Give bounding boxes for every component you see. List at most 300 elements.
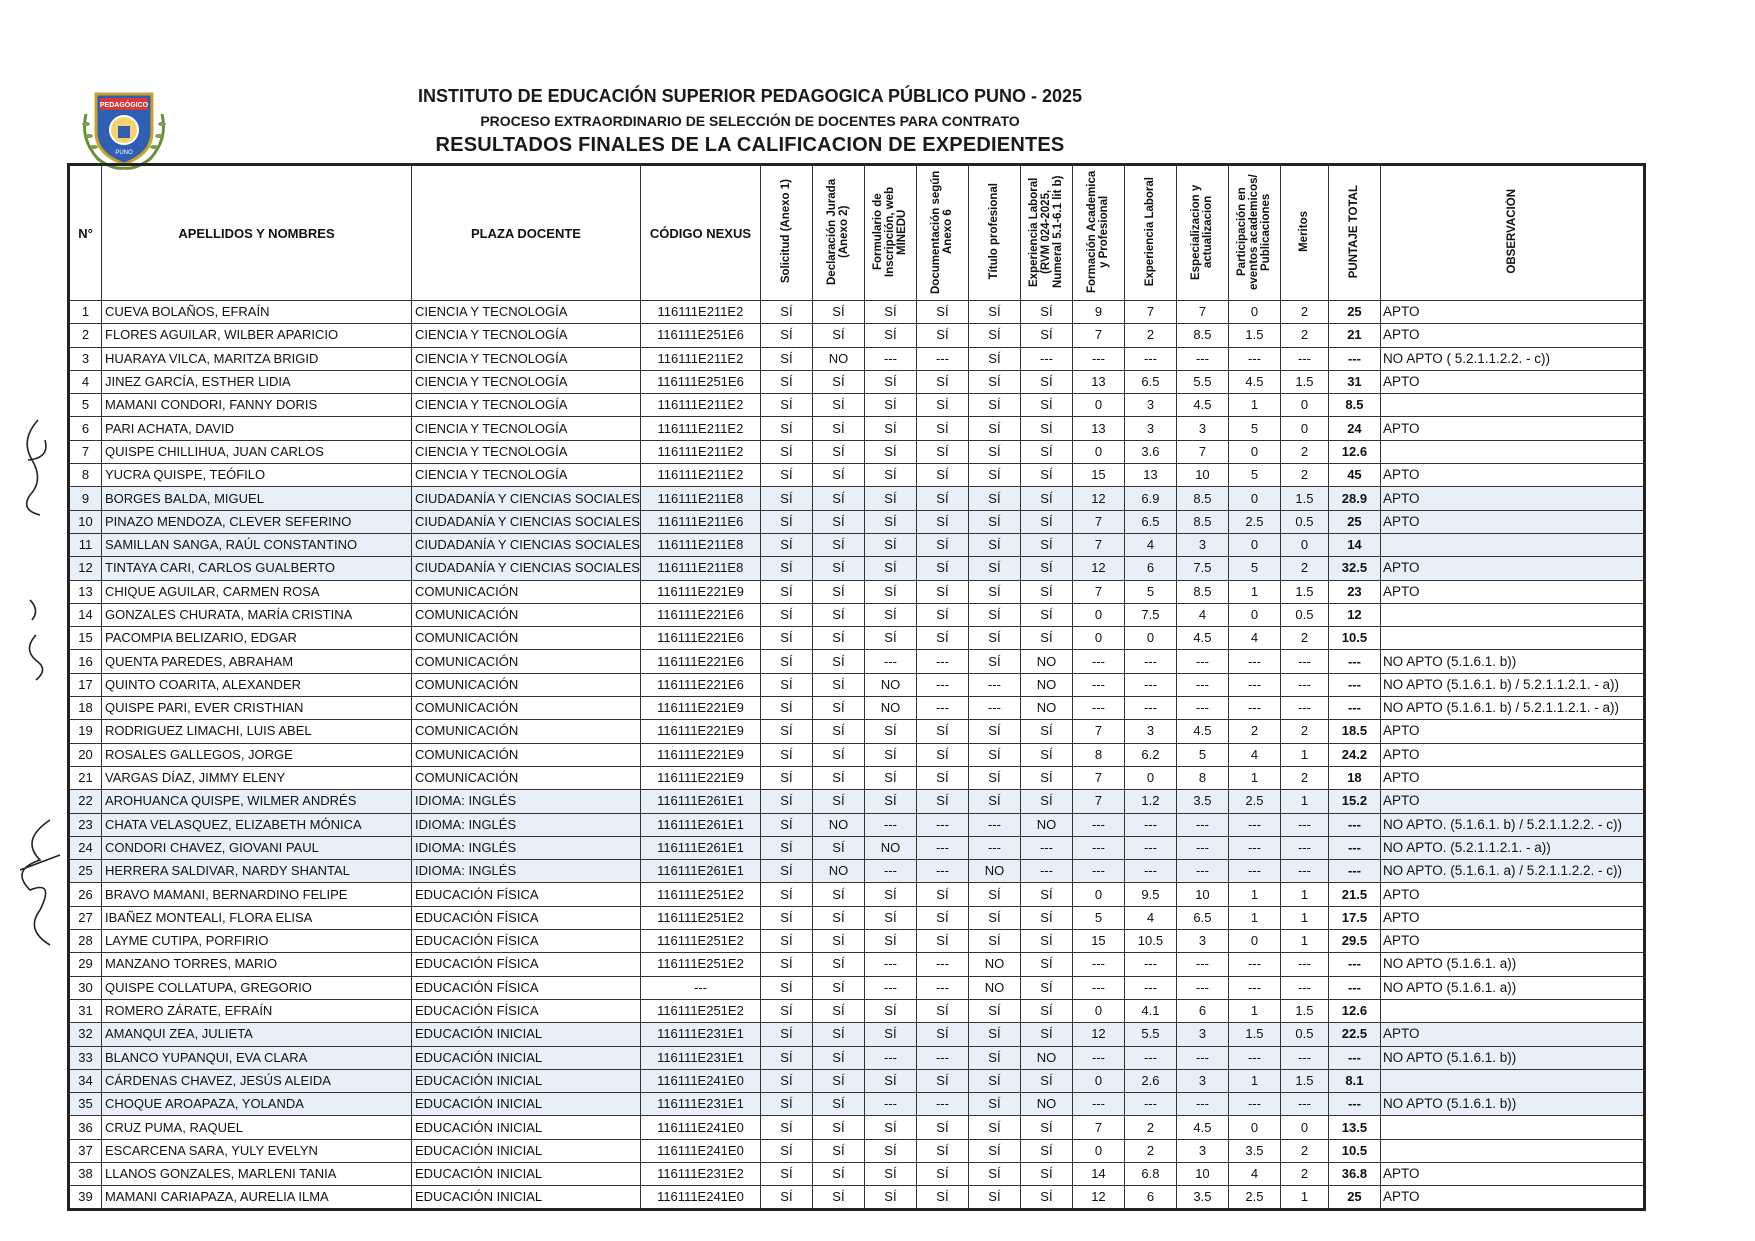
table-cell: 2.5: [1228, 790, 1280, 813]
table-cell: 6.5: [1124, 370, 1176, 393]
table-cell: 4.1: [1124, 999, 1176, 1022]
table-cell: SÍ: [1020, 790, 1072, 813]
table-cell: 18.5: [1328, 720, 1380, 743]
table-cell: SÍ: [968, 440, 1020, 463]
table-cell: SÍ: [760, 1162, 812, 1185]
table-cell: APTO: [1380, 580, 1644, 603]
table-cell: 3.5: [1176, 790, 1228, 813]
table-cell: ---: [916, 650, 968, 673]
table-cell: 12: [1072, 1023, 1124, 1046]
table-row: [69, 417, 1645, 440]
table-cell: SÍ: [916, 533, 968, 556]
table-cell: 1: [1280, 906, 1328, 929]
table-cell: 116111E221E9: [640, 766, 760, 789]
table-cell: SÍ: [968, 930, 1020, 953]
table-cell: ---: [1124, 1093, 1176, 1116]
table-cell: 6.5: [1176, 906, 1228, 929]
table-cell: CIENCIA Y TECNOLOGÍA: [412, 464, 641, 487]
table-cell: SÍ: [812, 394, 864, 417]
table-cell: SÍ: [1020, 766, 1072, 789]
table-cell: 4.5: [1176, 720, 1228, 743]
table-cell: 7: [69, 440, 102, 463]
table-cell: ---: [1072, 860, 1124, 883]
column-header: [968, 165, 1020, 301]
table-cell: 35: [69, 1093, 102, 1116]
table-cell: JINEZ GARCÍA, ESTHER LIDIA: [102, 370, 412, 393]
table-cell: SÍ: [760, 650, 812, 673]
table-row: [69, 953, 1645, 976]
table-cell: 15: [1072, 464, 1124, 487]
table-cell: 116111E251E2: [640, 953, 760, 976]
table-cell: 3: [69, 347, 102, 370]
table-cell: 12.6: [1328, 440, 1380, 463]
document-title: INSTITUTO DE EDUCACIÓN SUPERIOR PEDAGOGICA PÚBLICO PUNO - 2025: [417, 86, 1083, 106]
table-cell: COMUNICACIÓN: [412, 580, 641, 603]
table-cell: 24: [1328, 417, 1380, 440]
table-cell: SÍ: [760, 301, 812, 324]
table-cell: SÍ: [916, 790, 968, 813]
column-header-label: Solicitud (Anexo 1): [780, 179, 793, 284]
table-cell: 116111E251E6: [640, 324, 760, 347]
table-cell: 3: [1124, 417, 1176, 440]
table-cell: 3.5: [1228, 1139, 1280, 1162]
table-cell: ---: [1072, 697, 1124, 720]
table-cell: MAMANI CARIAPAZA, AURELIA ILMA: [102, 1186, 412, 1210]
table-cell: SÍ: [968, 394, 1020, 417]
table-cell: 4.5: [1176, 1116, 1228, 1139]
table-cell: SÍ: [864, 1162, 916, 1185]
table-cell: 3: [1176, 417, 1228, 440]
table-cell: 17.5: [1328, 906, 1380, 929]
table-cell: SÍ: [1020, 603, 1072, 626]
table-cell: 3: [1176, 1023, 1228, 1046]
table-cell: SÍ: [916, 440, 968, 463]
table-cell: SÍ: [864, 1023, 916, 1046]
svg-text:PUNO: PUNO: [115, 150, 133, 156]
document-subtitle: PROCESO EXTRAORDINARIO DE SELECCIÓN DE DOCENTES PARA CONTRATO: [480, 113, 1020, 129]
table-cell: SÍ: [916, 370, 968, 393]
table-cell: SÍ: [1020, 533, 1072, 556]
table-cell: 116111E211E8: [640, 533, 760, 556]
table-row: [69, 440, 1645, 463]
table-cell: EDUCACIÓN INICIAL: [412, 1069, 641, 1092]
table-row: [69, 999, 1645, 1022]
document-heading: RESULTADOS FINALES DE LA CALIFICACION DE EXPEDIENTES: [435, 134, 1065, 156]
table-cell: 6: [1124, 557, 1176, 580]
table-cell: BLANCO YUPANQUI, EVA CLARA: [102, 1046, 412, 1069]
table-cell: 7: [1072, 720, 1124, 743]
table-cell: 9: [1072, 301, 1124, 324]
table-cell: 116111E211E8: [640, 557, 760, 580]
table-cell: 116111E251E2: [640, 999, 760, 1022]
table-cell: 1.5: [1280, 370, 1328, 393]
column-header-label: Especializacion y actualizacion: [1190, 183, 1215, 280]
column-header: [916, 165, 968, 301]
table-cell: 116111E211E6: [640, 510, 760, 533]
table-cell: 14: [1072, 1162, 1124, 1185]
table-cell: HUARAYA VILCA, MARITZA BRIGID: [102, 347, 412, 370]
table-cell: 116111E241E0: [640, 1186, 760, 1210]
table-cell: LAYME CUTIPA, PORFIRIO: [102, 930, 412, 953]
table-cell: 12: [69, 557, 102, 580]
column-header-label: CÓDIGO NEXUS: [649, 225, 751, 241]
table-cell: SÍ: [864, 394, 916, 417]
table-cell: ---: [1328, 697, 1380, 720]
table-cell: 116111E221E9: [640, 580, 760, 603]
table-cell: ---: [1228, 860, 1280, 883]
column-header: [1124, 165, 1176, 301]
table-cell: 1: [69, 301, 102, 324]
table-cell: 1: [1228, 766, 1280, 789]
table-cell: ---: [1124, 836, 1176, 859]
table-cell: 1: [1228, 580, 1280, 603]
table-cell: IBAÑEZ MONTEALI, FLORA ELISA: [102, 906, 412, 929]
table-cell: NO APTO (5.1.6.1. b) / 5.2.1.1.2.1. - a)): [1380, 673, 1644, 696]
table-cell: 7: [1072, 580, 1124, 603]
table-row: [69, 603, 1645, 626]
table-cell: SÍ: [968, 1046, 1020, 1069]
table-cell: SÍ: [864, 743, 916, 766]
table-cell: SÍ: [968, 906, 1020, 929]
table-cell: 116111E211E2: [640, 464, 760, 487]
table-cell: ---: [864, 976, 916, 999]
table-row: [69, 930, 1645, 953]
table-cell: SÍ: [1020, 510, 1072, 533]
table-cell: SÍ: [812, 766, 864, 789]
table-cell: SÍ: [1020, 464, 1072, 487]
table-cell: 2: [1280, 464, 1328, 487]
table-cell: 28.9: [1328, 487, 1380, 510]
table-cell: SÍ: [1020, 976, 1072, 999]
table-cell: ---: [1124, 953, 1176, 976]
table-cell: NO APTO ( 5.2.1.1.2.2. - c)): [1380, 347, 1644, 370]
table-cell: ---: [1228, 813, 1280, 836]
table-cell: NO APTO (5.1.6.1. b)): [1380, 650, 1644, 673]
table-cell: ---: [1124, 813, 1176, 836]
column-header: [1280, 165, 1328, 301]
table-cell: CUEVA BOLAÑOS, EFRAÍN: [102, 301, 412, 324]
table-cell: 5.5: [1124, 1023, 1176, 1046]
table-cell: ---: [1280, 813, 1328, 836]
table-cell: SÍ: [812, 673, 864, 696]
table-cell: 12.6: [1328, 999, 1380, 1022]
table-cell: ---: [1328, 347, 1380, 370]
table-cell: 116111E221E6: [640, 650, 760, 673]
table-row: [69, 673, 1645, 696]
table-cell: CIENCIA Y TECNOLOGÍA: [412, 394, 641, 417]
table-cell: SÍ: [864, 930, 916, 953]
table-cell: SÍ: [864, 627, 916, 650]
table-cell: ---: [1072, 1093, 1124, 1116]
table-cell: 38: [69, 1162, 102, 1185]
table-cell: SÍ: [864, 720, 916, 743]
table-cell: 7: [1072, 790, 1124, 813]
table-cell: HERRERA SALDIVAR, NARDY SHANTAL: [102, 860, 412, 883]
table-cell: SÍ: [968, 790, 1020, 813]
table-cell: 8.1: [1328, 1069, 1380, 1092]
table-cell: 4: [1228, 627, 1280, 650]
table-cell: 6: [1176, 999, 1228, 1022]
table-cell: SÍ: [760, 557, 812, 580]
table-cell: SÍ: [916, 743, 968, 766]
table-cell: ---: [864, 813, 916, 836]
table-cell: QUISPE PARI, EVER CRISTHIAN: [102, 697, 412, 720]
table-cell: EDUCACIÓN INICIAL: [412, 1162, 641, 1185]
table-row: [69, 883, 1645, 906]
table-cell: SÍ: [812, 301, 864, 324]
table-cell: SÍ: [864, 790, 916, 813]
table-cell: 10.5: [1328, 627, 1380, 650]
table-cell: 34: [69, 1069, 102, 1092]
table-cell: SÍ: [760, 930, 812, 953]
table-cell: SÍ: [1020, 1162, 1072, 1185]
column-header-label: PUNTAJE TOTAL: [1348, 184, 1361, 279]
table-cell: ---: [1176, 860, 1228, 883]
table-cell: SÍ: [760, 1139, 812, 1162]
table-cell: 3: [1176, 1069, 1228, 1092]
table-cell: ---: [1328, 1046, 1380, 1069]
table-cell: 116111E241E0: [640, 1069, 760, 1092]
table-cell: 116111E241E0: [640, 1116, 760, 1139]
table-cell: SÍ: [760, 836, 812, 859]
table-cell: SÍ: [760, 1093, 812, 1116]
table-cell: 5.5: [1176, 370, 1228, 393]
table-cell: 2: [69, 324, 102, 347]
table-cell: SÍ: [760, 510, 812, 533]
table-cell: ---: [864, 953, 916, 976]
table-cell: 2: [1124, 1139, 1176, 1162]
table-cell: NO APTO (5.1.6.1. b)): [1380, 1093, 1644, 1116]
table-cell: 29.5: [1328, 930, 1380, 953]
table-cell: 10: [1176, 1162, 1228, 1185]
table-cell: 116111E221E9: [640, 720, 760, 743]
table-cell: APTO: [1380, 883, 1644, 906]
table-cell: 4: [1124, 533, 1176, 556]
table-cell: 18: [69, 697, 102, 720]
table-cell: NO APTO (5.1.6.1. a)): [1380, 953, 1644, 976]
table-cell: SÍ: [760, 976, 812, 999]
table-cell: 25: [69, 860, 102, 883]
table-cell: 0: [1280, 533, 1328, 556]
column-header-label: Declaración Jurada (Anexo 2): [826, 178, 851, 285]
table-cell: 5: [1228, 557, 1280, 580]
table-cell: AROHUANCA QUISPE, WILMER ANDRÉS: [102, 790, 412, 813]
table-cell: SÍ: [864, 417, 916, 440]
table-cell: SÍ: [916, 930, 968, 953]
table-cell: SÍ: [1020, 417, 1072, 440]
table-cell: 17: [69, 673, 102, 696]
table-cell: APTO: [1380, 370, 1644, 393]
table-cell: 0.5: [1280, 603, 1328, 626]
table-cell: 13: [1072, 370, 1124, 393]
table-cell: 116111E231E2: [640, 1162, 760, 1185]
table-cell: GONZALES CHURATA, MARÍA CRISTINA: [102, 603, 412, 626]
table-cell: ---: [1280, 673, 1328, 696]
table-cell: [1380, 394, 1644, 417]
table-cell: APTO: [1380, 1186, 1644, 1210]
column-header: [1176, 165, 1228, 301]
column-header-label: APELLIDOS Y NOMBRES: [178, 225, 335, 241]
table-cell: SÍ: [812, 720, 864, 743]
table-cell: 4.5: [1176, 627, 1228, 650]
table-cell: QUENTA PAREDES, ABRAHAM: [102, 650, 412, 673]
table-row: [69, 906, 1645, 929]
table-cell: 116111E231E1: [640, 1046, 760, 1069]
table-cell: ---: [1228, 976, 1280, 999]
table-cell: PINAZO MENDOZA, CLEVER SEFERINO: [102, 510, 412, 533]
table-cell: SÍ: [760, 1069, 812, 1092]
table-cell: 36: [69, 1116, 102, 1139]
table-cell: SÍ: [968, 1023, 1020, 1046]
table-cell: SÍ: [1020, 720, 1072, 743]
table-cell: SÍ: [760, 487, 812, 510]
table-cell: SÍ: [812, 370, 864, 393]
table-cell: NO: [1020, 673, 1072, 696]
table-cell: ---: [1072, 953, 1124, 976]
column-header-label: PLAZA DOCENTE: [470, 225, 581, 241]
table-cell: SÍ: [916, 464, 968, 487]
column-header-label: Formación Academica y Profesional: [1086, 170, 1111, 293]
table-cell: SÍ: [812, 650, 864, 673]
table-cell: COMUNICACIÓN: [412, 697, 641, 720]
table-cell: ---: [1124, 860, 1176, 883]
table-cell: SÍ: [864, 1139, 916, 1162]
table-cell: 0: [1072, 1139, 1124, 1162]
table-cell: ---: [640, 976, 760, 999]
table-cell: 8.5: [1176, 324, 1228, 347]
table-cell: SÍ: [812, 324, 864, 347]
table-cell: 116111E241E0: [640, 1139, 760, 1162]
table-cell: ---: [1124, 1046, 1176, 1069]
table-cell: 21: [69, 766, 102, 789]
table-cell: SÍ: [1020, 324, 1072, 347]
table-cell: 7: [1072, 510, 1124, 533]
column-header-label: Participación en eventos academicos/ Publicaciones: [1236, 173, 1273, 290]
table-cell: 21: [1328, 324, 1380, 347]
table-cell: NO: [1020, 650, 1072, 673]
table-cell: ---: [1280, 1046, 1328, 1069]
table-cell: SÍ: [968, 1186, 1020, 1210]
table-cell: 0: [1072, 394, 1124, 417]
table-cell: ESCARCENA SARA, YULY EVELYN: [102, 1139, 412, 1162]
table-cell: 8.5: [1176, 487, 1228, 510]
column-header: [812, 165, 864, 301]
table-cell: SÍ: [916, 766, 968, 789]
column-header: [69, 165, 102, 301]
table-cell: SÍ: [760, 1046, 812, 1069]
table-cell: 7: [1072, 766, 1124, 789]
table-cell: NO: [1020, 1046, 1072, 1069]
table-cell: SÍ: [864, 487, 916, 510]
table-cell: SÍ: [1020, 580, 1072, 603]
table-cell: 10.5: [1328, 1139, 1380, 1162]
table-cell: NO: [1020, 813, 1072, 836]
table-cell: APTO: [1380, 324, 1644, 347]
table-cell: ---: [1280, 836, 1328, 859]
table-cell: 24.2: [1328, 743, 1380, 766]
table-cell: SÍ: [1020, 370, 1072, 393]
table-cell: 3: [1124, 394, 1176, 417]
table-cell: SÍ: [760, 417, 812, 440]
table-cell: SÍ: [1020, 1116, 1072, 1139]
table-cell: 30: [69, 976, 102, 999]
table-cell: SÍ: [812, 1186, 864, 1210]
table-cell: SÍ: [760, 697, 812, 720]
table-cell: PACOMPIA BELIZARIO, EDGAR: [102, 627, 412, 650]
table-cell: NO APTO. (5.1.6.1. b) / 5.2.1.1.2.2. - c)): [1380, 813, 1644, 836]
table-row: [69, 836, 1645, 859]
table-cell: ---: [1280, 953, 1328, 976]
table-cell: 24: [69, 836, 102, 859]
table-cell: 2: [1280, 627, 1328, 650]
table-cell: ---: [916, 976, 968, 999]
table-cell: MAMANI CONDORI, FANNY DORIS: [102, 394, 412, 417]
table-cell: 10: [69, 510, 102, 533]
table-cell: 6.5: [1124, 510, 1176, 533]
table-cell: SÍ: [812, 883, 864, 906]
table-cell: COMUNICACIÓN: [412, 743, 641, 766]
table-cell: SÍ: [916, 301, 968, 324]
svg-text:PEDAGÓGICO: PEDAGÓGICO: [99, 102, 149, 109]
table-cell: ---: [1280, 976, 1328, 999]
table-cell: 9: [69, 487, 102, 510]
table-cell: SÍ: [916, 394, 968, 417]
column-header-label: Experiencia Laboral (RVM 024-2025, Numeral 5.1-6.1 lit b): [1028, 175, 1065, 288]
table-cell: COMUNICACIÓN: [412, 603, 641, 626]
table-cell: SÍ: [968, 720, 1020, 743]
table-cell: ---: [1328, 860, 1380, 883]
table-row: [69, 510, 1645, 533]
table-cell: SÍ: [760, 673, 812, 696]
table-cell: 0.5: [1280, 510, 1328, 533]
table-cell: 36.8: [1328, 1162, 1380, 1185]
table-cell: SÍ: [1020, 999, 1072, 1022]
table-cell: CIENCIA Y TECNOLOGÍA: [412, 324, 641, 347]
table-cell: 2: [1280, 324, 1328, 347]
table-cell: 26: [69, 883, 102, 906]
table-cell: SÍ: [760, 720, 812, 743]
table-cell: 8: [69, 464, 102, 487]
table-cell: NO APTO (5.1.6.1. b)): [1380, 1046, 1644, 1069]
column-header-label: Formulario de Inscripción, web MINEDU: [872, 186, 909, 277]
table-cell: SÍ: [968, 301, 1020, 324]
table-cell: SÍ: [760, 743, 812, 766]
table-cell: SÍ: [812, 487, 864, 510]
table-cell: 1: [1280, 883, 1328, 906]
table-cell: 0: [1228, 930, 1280, 953]
table-cell: SÍ: [916, 906, 968, 929]
table-cell: SÍ: [916, 883, 968, 906]
table-cell: 0: [1072, 999, 1124, 1022]
table-cell: SÍ: [968, 1093, 1020, 1116]
table-cell: [1380, 1069, 1644, 1092]
table-cell: SÍ: [812, 627, 864, 650]
table-cell: SÍ: [812, 930, 864, 953]
table-cell: 7.5: [1176, 557, 1228, 580]
table-cell: EDUCACIÓN INICIAL: [412, 1046, 641, 1069]
table-cell: SÍ: [812, 417, 864, 440]
table-cell: 1: [1280, 930, 1328, 953]
table-cell: 4: [1124, 906, 1176, 929]
table-cell: SÍ: [760, 440, 812, 463]
table-cell: ---: [1228, 673, 1280, 696]
table-cell: 12: [1072, 557, 1124, 580]
table-cell: [1380, 603, 1644, 626]
table-cell: 32: [69, 1023, 102, 1046]
table-cell: EDUCACIÓN INICIAL: [412, 1116, 641, 1139]
table-row: [69, 1139, 1645, 1162]
table-cell: ---: [864, 860, 916, 883]
